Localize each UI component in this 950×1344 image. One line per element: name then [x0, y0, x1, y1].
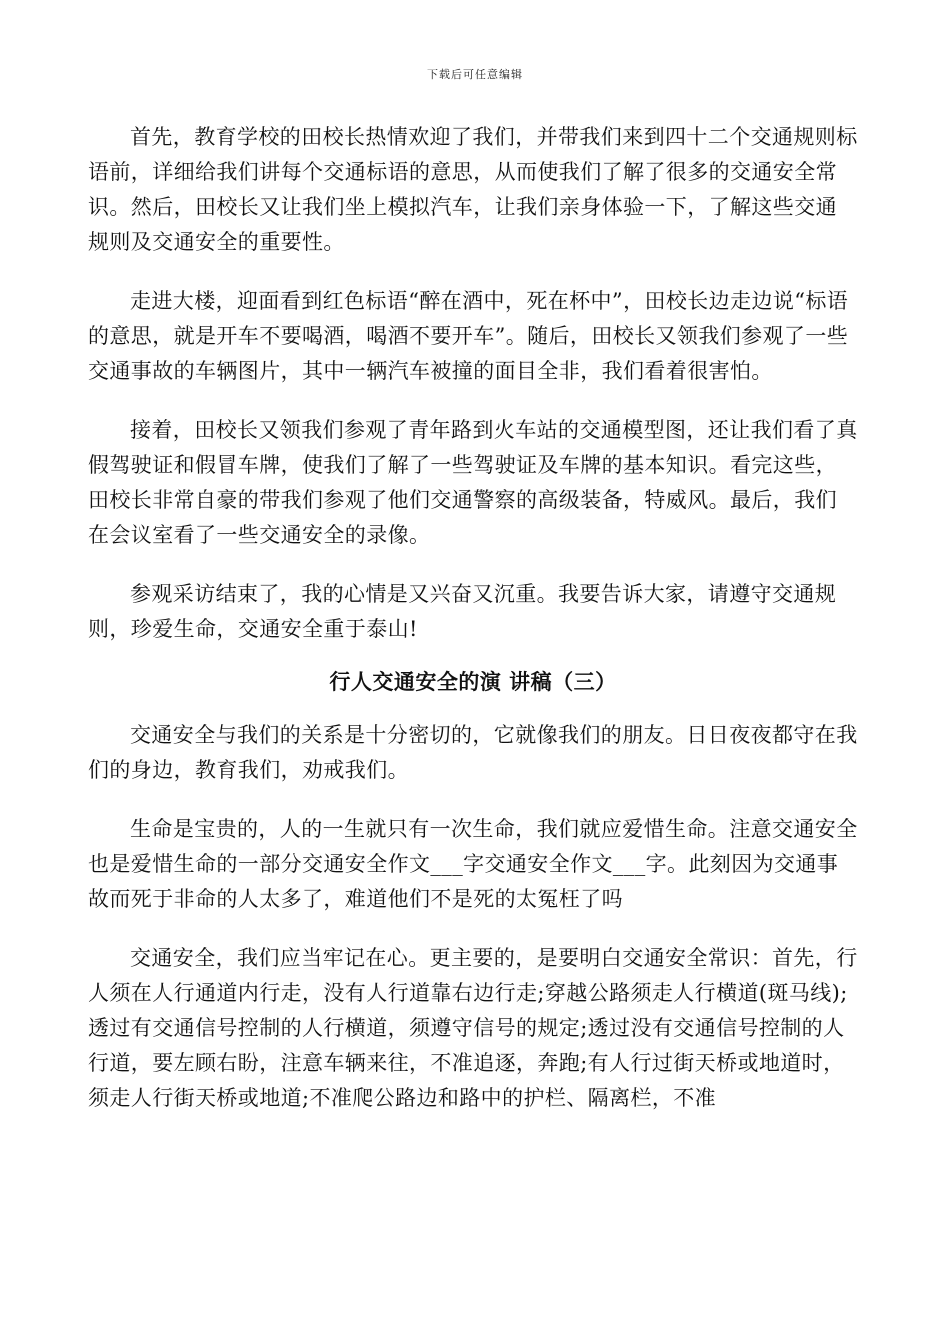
paragraph: 参观采访结束了，我的心情是又兴奋又沉重。我要告诉大家，请遵守交通规则，珍爱生命，交通安全重于泰山! [88, 582, 837, 641]
page-header-note: 下载后可任意编辑 [427, 68, 523, 81]
paragraph: 生命是宝贵的，人的一生就只有一次生命，我们就应爱惜生命。注意交通安全也是爱惜生命的一部分交通安全作文___字交通安全作文___字。此刻因为交通事故而死于非命的人太多了，难道他们不是死的太冤枉了吗 [88, 817, 858, 911]
section-title: 行人交通安全的演 讲稿（三） [329, 670, 617, 694]
paragraph: 走进大楼，迎面看到红色标语“醉在酒中，死在杯中”，田校长边走边说“标语的意思，就是开车不要喝酒，喝酒不要开车”。随后，田校长又领我们参观了一些交通事故的车辆图片，其中一辆汽车被撞的面目全非，我们看着很害怕。 [88, 289, 849, 383]
paragraph: 交通安全与我们的关系是十分密切的，它就像我们的朋友。日日夜夜都守在我们的身边，教育我们，劝戒我们。 [88, 723, 858, 782]
paragraph: 首先，教育学校的田校长热情欢迎了我们，并带我们来到四十二个交通规则标语前，详细给我们讲每个交通标语的意思，从而使我们了解了很多的交通安全常识。然后，田校长又让我们坐上模拟汽车，让我们亲身体验一下，了解这些交通规则及交通安全的重要性。 [88, 125, 858, 254]
document-body [88, 120, 858, 1140]
paragraph: 交通安全，我们应当牢记在心。更主要的，是要明白交通安全常识：首先，行人须在人行通道内行走，没有人行道靠右边行走;穿越公路须走人行横道(斑马线);透过有交通信号控制的人行横道，须遵守信号的规定;透过没有交通信号控制的人行道，要左顾右盼，注意车辆来往，不准追逐，奔跑;有人行过街天桥或地道时，须走人行街天桥或地道;不准爬公路边和路中的护栏、隔离栏，不准 [88, 946, 858, 1110]
paragraph: 接着，田校长又领我们参观了青年路到火车站的交通模型图，还让我们看了真假驾驶证和假冒车牌，使我们了解了一些驾驶证及车牌的基本知识。看完这些，田校长非常自豪的带我们参观了他们交通警察的高级装备，特威风。最后，我们在会议室看了一些交通安全的录像。 [88, 418, 858, 547]
